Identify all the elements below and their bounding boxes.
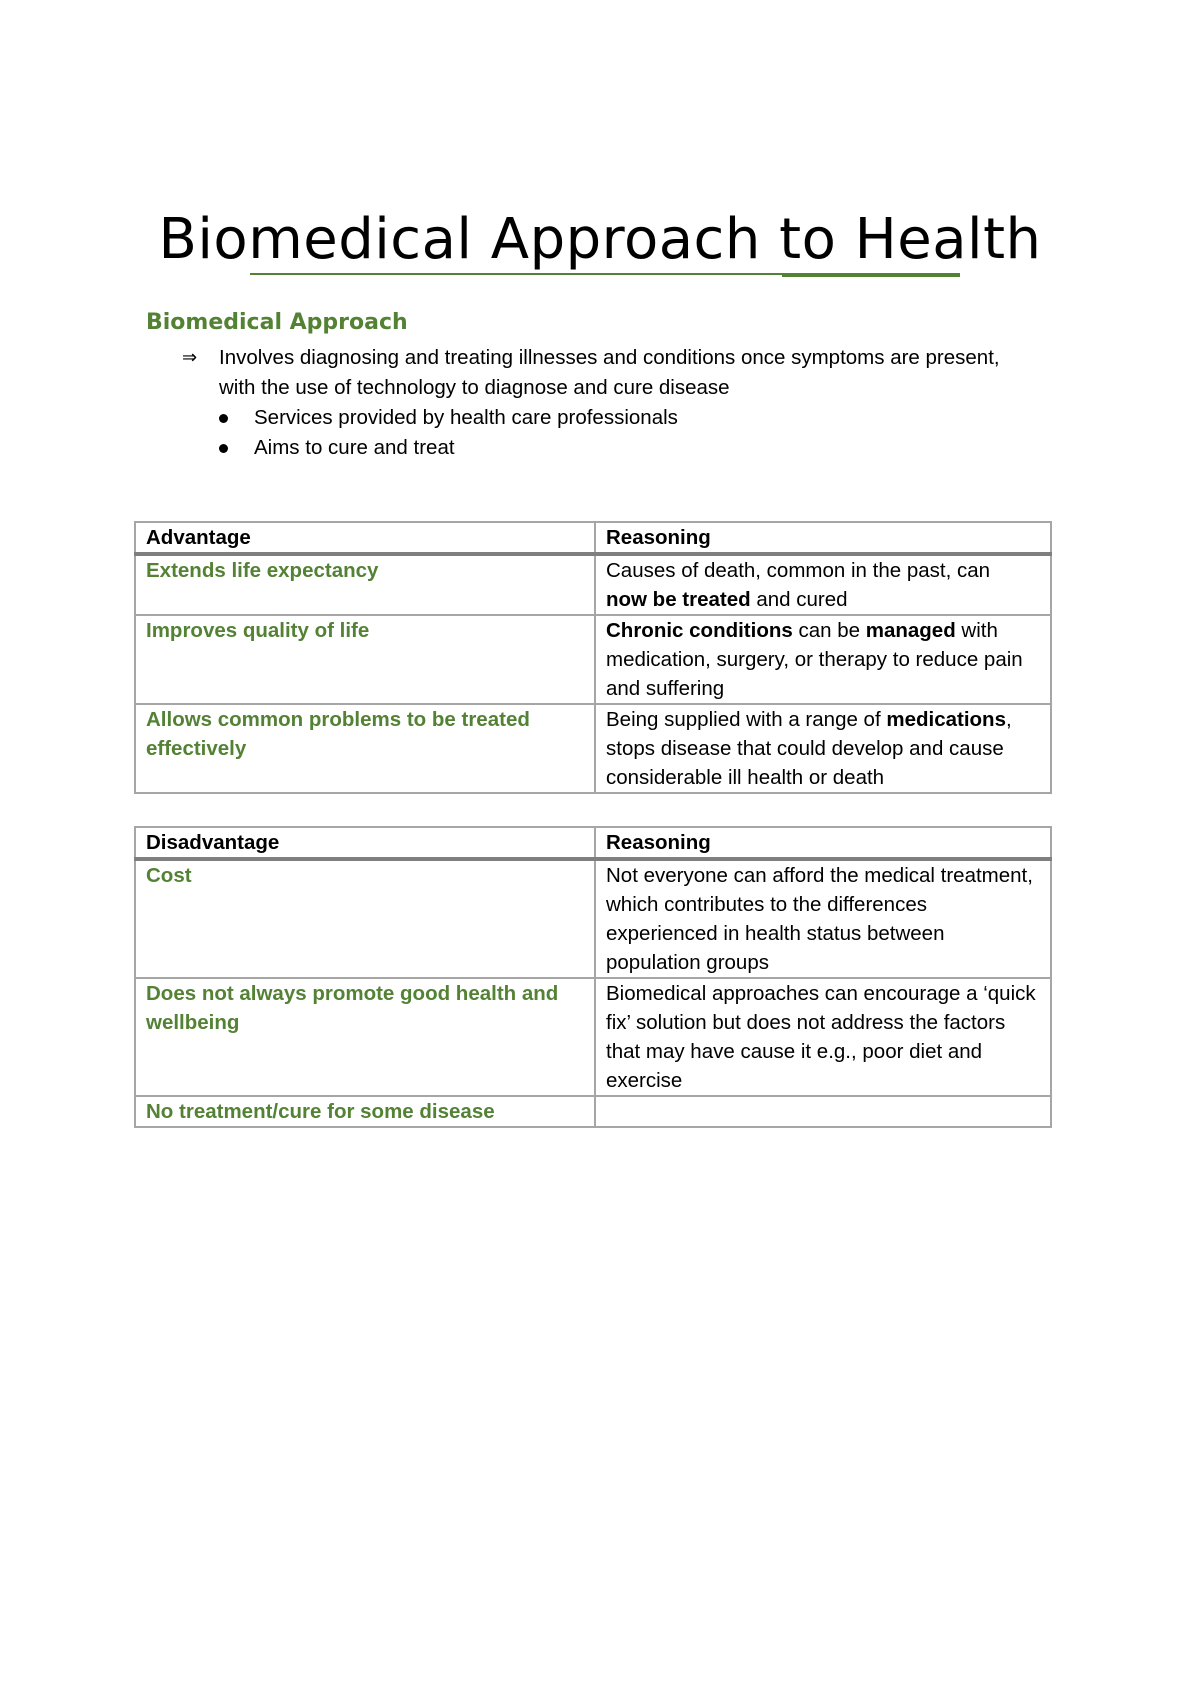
header-advantage: Advantage — [135, 522, 595, 554]
table-row — [135, 554, 1051, 615]
reasoning-cell — [595, 704, 1051, 793]
reason-text: with medication, surgery, or therapy to reduce pain and suffering — [606, 619, 1023, 700]
header-reasoning: Reasoning — [595, 827, 1051, 859]
advantage-cell: Extends life expectancy — [135, 554, 595, 615]
arrow-item-text — [219, 343, 1089, 403]
reason-text: Causes of death, common in the past, can — [606, 559, 991, 582]
bullet-icon — [219, 414, 228, 423]
reasoning-cell: Biomedical approaches can encourage a ‘quick fix’ solution but does not address the factors that may have cause it e.g., poor diet and exercise — [595, 978, 1051, 1096]
table-header-row — [135, 522, 1051, 554]
list-item — [216, 403, 1036, 433]
bullet-text: Aims to cure and treat — [254, 436, 455, 459]
section-heading: Biomedical Approach — [146, 310, 408, 335]
reasoning-cell: Not everyone can afford the medical treatment, which contributes to the differences experienced in health status between population groups — [595, 859, 1051, 978]
list-item — [216, 433, 1036, 463]
disadvantages-table — [134, 826, 1052, 1128]
advantage-cell: Allows common problems to be treated effectively — [135, 704, 595, 793]
reason-text: can be — [792, 619, 866, 642]
reasoning-cell — [595, 615, 1051, 704]
arrow-item-line-1: Involves diagnosing and treating illnesses and conditions once symptoms are present, — [219, 346, 1000, 369]
table-row — [135, 859, 1051, 978]
page-title: Biomedical Approach to Health — [158, 207, 1042, 272]
reason-text: Being supplied with a range of — [606, 708, 887, 731]
disadvantage-cell: No treatment/cure for some disease — [135, 1096, 595, 1127]
header-disadvantage: Disadvantage — [135, 827, 595, 859]
table-row — [135, 978, 1051, 1096]
advantage-cell: Improves quality of life — [135, 615, 595, 704]
table-row — [135, 615, 1051, 704]
reason-emphasis: Chronic conditions — [606, 619, 793, 642]
bullet-icon — [219, 444, 228, 453]
bullet-list — [216, 403, 1036, 463]
header-reasoning: Reasoning — [595, 522, 1051, 554]
arrow-right-icon: ⇒ — [182, 347, 198, 368]
reasoning-cell — [595, 1096, 1051, 1127]
reason-emphasis: now be treated — [606, 588, 751, 611]
reason-text: and cured — [750, 588, 848, 611]
disadvantage-cell: Cost — [135, 859, 595, 978]
reason-text: , stops disease that could develop and cause considerable ill health or death — [606, 708, 1012, 789]
reasoning-cell — [595, 554, 1051, 615]
table-row — [135, 704, 1051, 793]
bullet-text: Services provided by health care professionals — [254, 406, 678, 429]
advantages-table — [134, 521, 1052, 794]
table-row — [135, 1096, 1051, 1127]
title-underline-accent — [782, 273, 960, 277]
disadvantage-cell: Does not always promote good health and wellbeing — [135, 978, 595, 1096]
arrow-item-line-2: with the use of technology to diagnose and cure disease — [219, 376, 730, 399]
reason-emphasis: managed — [865, 619, 956, 642]
reason-emphasis: medications — [886, 708, 1006, 731]
table-header-row — [135, 827, 1051, 859]
